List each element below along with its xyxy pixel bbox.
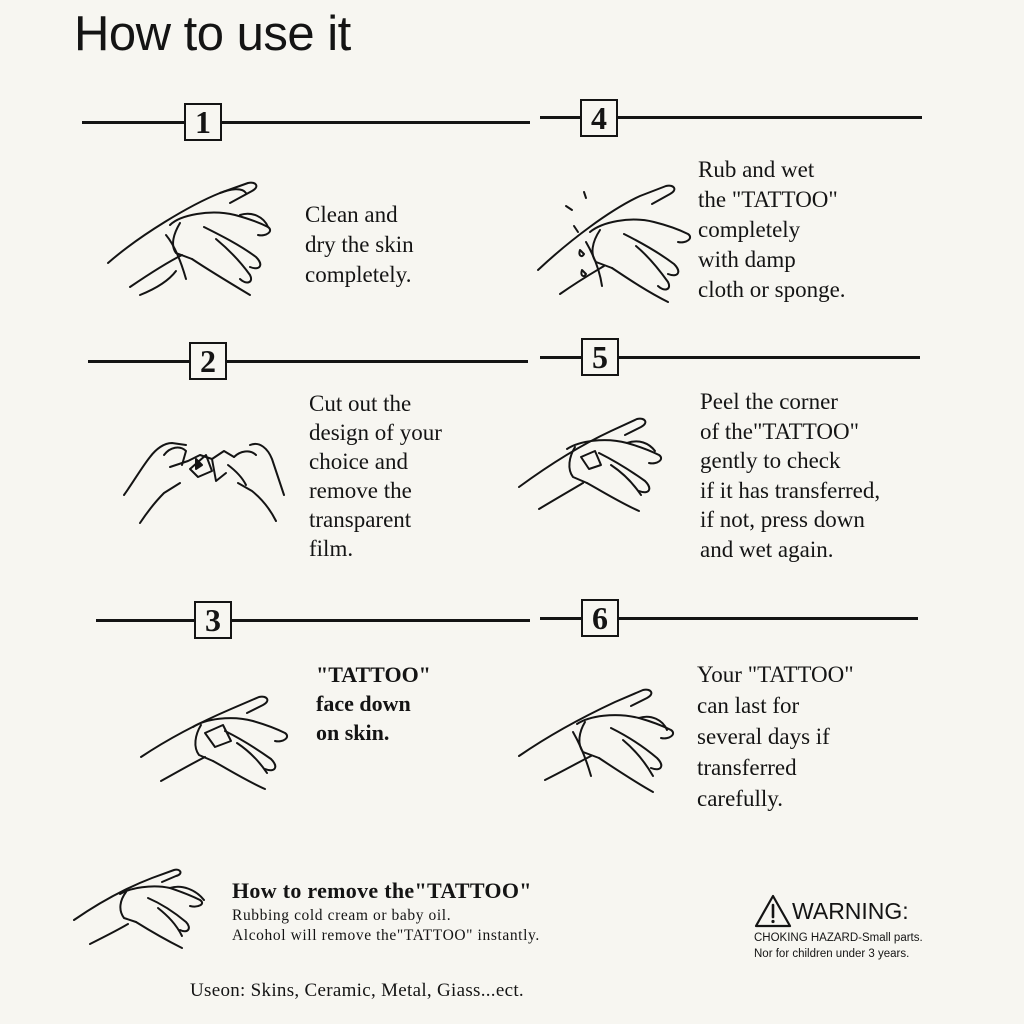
warning-heading-label: WARNING:: [792, 897, 909, 924]
removal-title: How to remove the"TATTOO": [232, 878, 532, 903]
divider-step-1: [82, 121, 530, 124]
step-3-illustration: [135, 685, 305, 795]
warning-triangle-icon: [754, 894, 792, 928]
step-6-illustration: [515, 680, 695, 800]
removal-line-2: Alcohol will remove the"TATTOO" instantly.: [232, 927, 540, 944]
step-4-text: Rub and wet the "TATTOO" completely with damp cloth or sponge.: [698, 157, 846, 302]
removal-illustration: [70, 860, 220, 955]
step-5-text: Peel the corner of the"TATTOO" gently to check if it has transferred, if not, press down and wet again.: [700, 389, 881, 562]
warning-line-1: CHOKING HAZARD-Small parts.: [754, 932, 923, 944]
step-6-text: Your "TATTOO" can last for several days if transferred carefully.: [697, 662, 854, 811]
use-on-text: Useon: Skins, Ceramic, Metal, Giass...ect.: [190, 980, 524, 1001]
step-number-6: 6: [581, 599, 619, 637]
step-1-text: Clean and dry the skin completely.: [305, 202, 414, 287]
step-number-5: 5: [581, 338, 619, 376]
warning-heading: [754, 894, 909, 928]
step-4-illustration: [530, 170, 700, 310]
step-number-4: 4: [580, 99, 618, 137]
step-number-3: 3: [194, 601, 232, 639]
step-2-text: Cut out the design of your choice and remove the transparent film.: [309, 391, 442, 561]
divider-step-2: [88, 360, 528, 363]
divider-step-3: [96, 619, 530, 622]
warning-line-2: Nor for children under 3 years.: [754, 948, 910, 960]
removal-line-1: Rubbing cold cream or baby oil.: [232, 907, 452, 924]
step-3-text: "TATTOO" face down on skin.: [316, 662, 431, 745]
page-title: How to use it: [74, 7, 351, 61]
step-1-illustration: [100, 175, 290, 305]
step-number-1: 1: [184, 103, 222, 141]
step-5-illustration: [515, 405, 685, 515]
step-2-illustration: [120, 425, 290, 525]
step-number-2: 2: [189, 342, 227, 380]
